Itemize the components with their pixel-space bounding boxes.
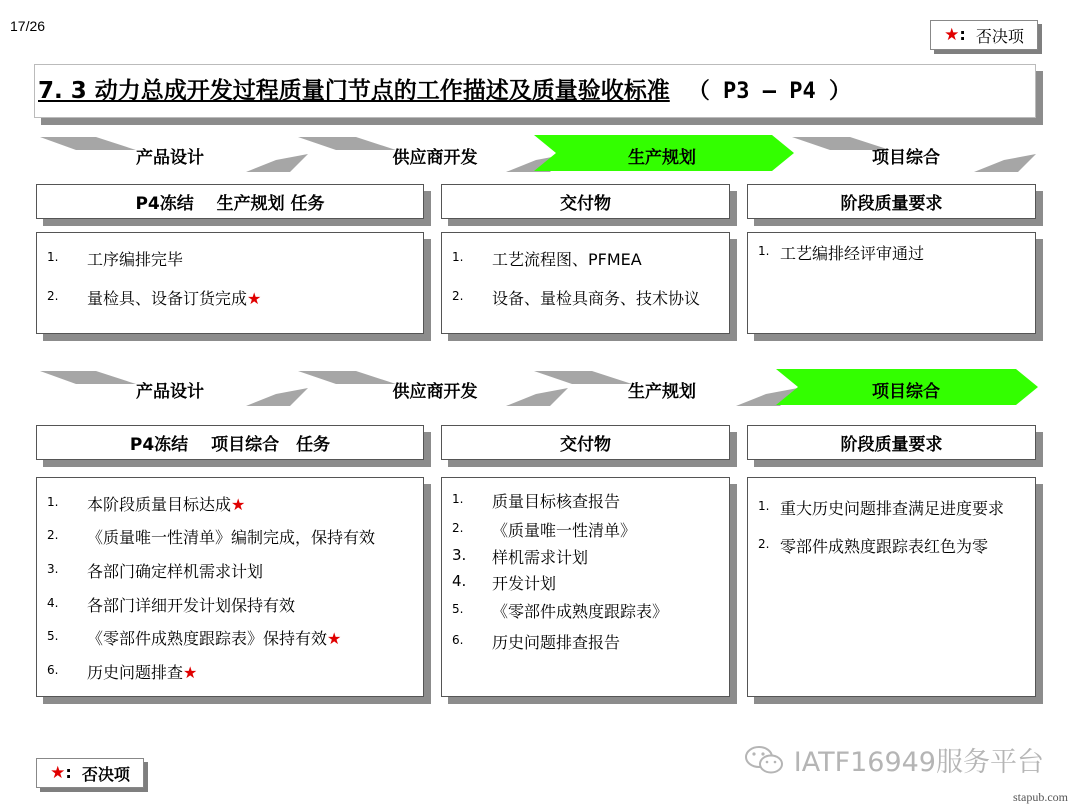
task-list-1: 1. 工序编排完毕 2. 量检具、设备订货完成★ bbox=[36, 232, 424, 334]
quality-header-1: 阶段质量要求 bbox=[747, 184, 1036, 219]
quality-header-2: 阶段质量要求 bbox=[747, 425, 1036, 460]
page-number: 17/26 bbox=[10, 18, 46, 34]
phase-row-2 bbox=[36, 368, 1040, 408]
phase-label-supplier-dev: 供应商开发 bbox=[392, 382, 478, 402]
task-header-1: P4冻结 生产规划 任务 bbox=[36, 184, 424, 219]
watermark bbox=[744, 740, 1044, 779]
veto-star-icon: ★ bbox=[327, 629, 342, 648]
quality-list-1: 1. 工艺编排经评审通过 bbox=[747, 232, 1036, 334]
task-header-2: P4冻结 项目综合 任务 bbox=[36, 425, 424, 460]
deliverables-list-2: 1. 质量目标核查报告 2. 《质量唯一性清单》 3. 样机需求计划 4. 开发计划 5. 《零部件成熟度跟踪表》 6. 历史问题排查报告 bbox=[441, 477, 730, 697]
title-suffix: （ P3 – P4 ） bbox=[687, 79, 851, 104]
veto-label: 否决项 bbox=[975, 26, 1024, 46]
phase-label-project-integration: 项目综合 bbox=[872, 382, 940, 402]
phase-label-product-design: 产品设计 bbox=[136, 382, 204, 402]
phase-label-supplier-dev: 供应商开发 bbox=[392, 148, 478, 168]
watermark-text: IATF16949服务平台 bbox=[793, 747, 1044, 778]
veto-label: 否决项 bbox=[81, 764, 130, 784]
phase-label-project-integration: 项目综合 bbox=[872, 148, 940, 168]
veto-star-icon: ★ bbox=[247, 289, 262, 308]
veto-star-icon: ★ bbox=[944, 25, 960, 45]
phase-label-product-design: 产品设计 bbox=[136, 148, 204, 168]
veto-star-icon: ★ bbox=[231, 495, 246, 514]
veto-star-icon: ★ bbox=[183, 663, 198, 682]
quality-list-2: 1. 重大历史问题排查满足进度要求 2. 零部件成熟度跟踪表红色为零 bbox=[747, 477, 1036, 697]
page-title: 7. 3 动力总成开发过程质量门节点的工作描述及质量验收标准 （ P3 – P4 ） bbox=[38, 78, 851, 104]
wechat-icon bbox=[744, 744, 784, 776]
phase-label-production-planning: 生产规划 bbox=[628, 382, 696, 402]
deliverables-header-1: 交付物 bbox=[441, 184, 730, 219]
veto-legend-bottom: ★: 否决项 bbox=[36, 758, 144, 788]
site-watermark: stapub.com bbox=[1013, 790, 1068, 804]
task-list-2: 1. 本阶段质量目标达成★ 2. 《质量唯一性清单》编制完成，保持有效 3. 各部门确定样机需求计划 4. 各部门详细开发计划保持有效 5. 《零部件成熟度跟踪表》保持有效★ 6. 历史问题排查★ bbox=[36, 477, 424, 697]
deliverables-header-2: 交付物 bbox=[441, 425, 730, 460]
phase-label-production-planning: 生产规划 bbox=[628, 148, 696, 168]
veto-star-icon: ★ bbox=[50, 763, 66, 783]
phase-row-1 bbox=[36, 134, 1040, 174]
veto-legend-top: ★: 否决项 bbox=[930, 20, 1038, 50]
deliverables-list-1: 1. 工艺流程图、PFMEA 2. 设备、量检具商务、技术协议 bbox=[441, 232, 730, 334]
